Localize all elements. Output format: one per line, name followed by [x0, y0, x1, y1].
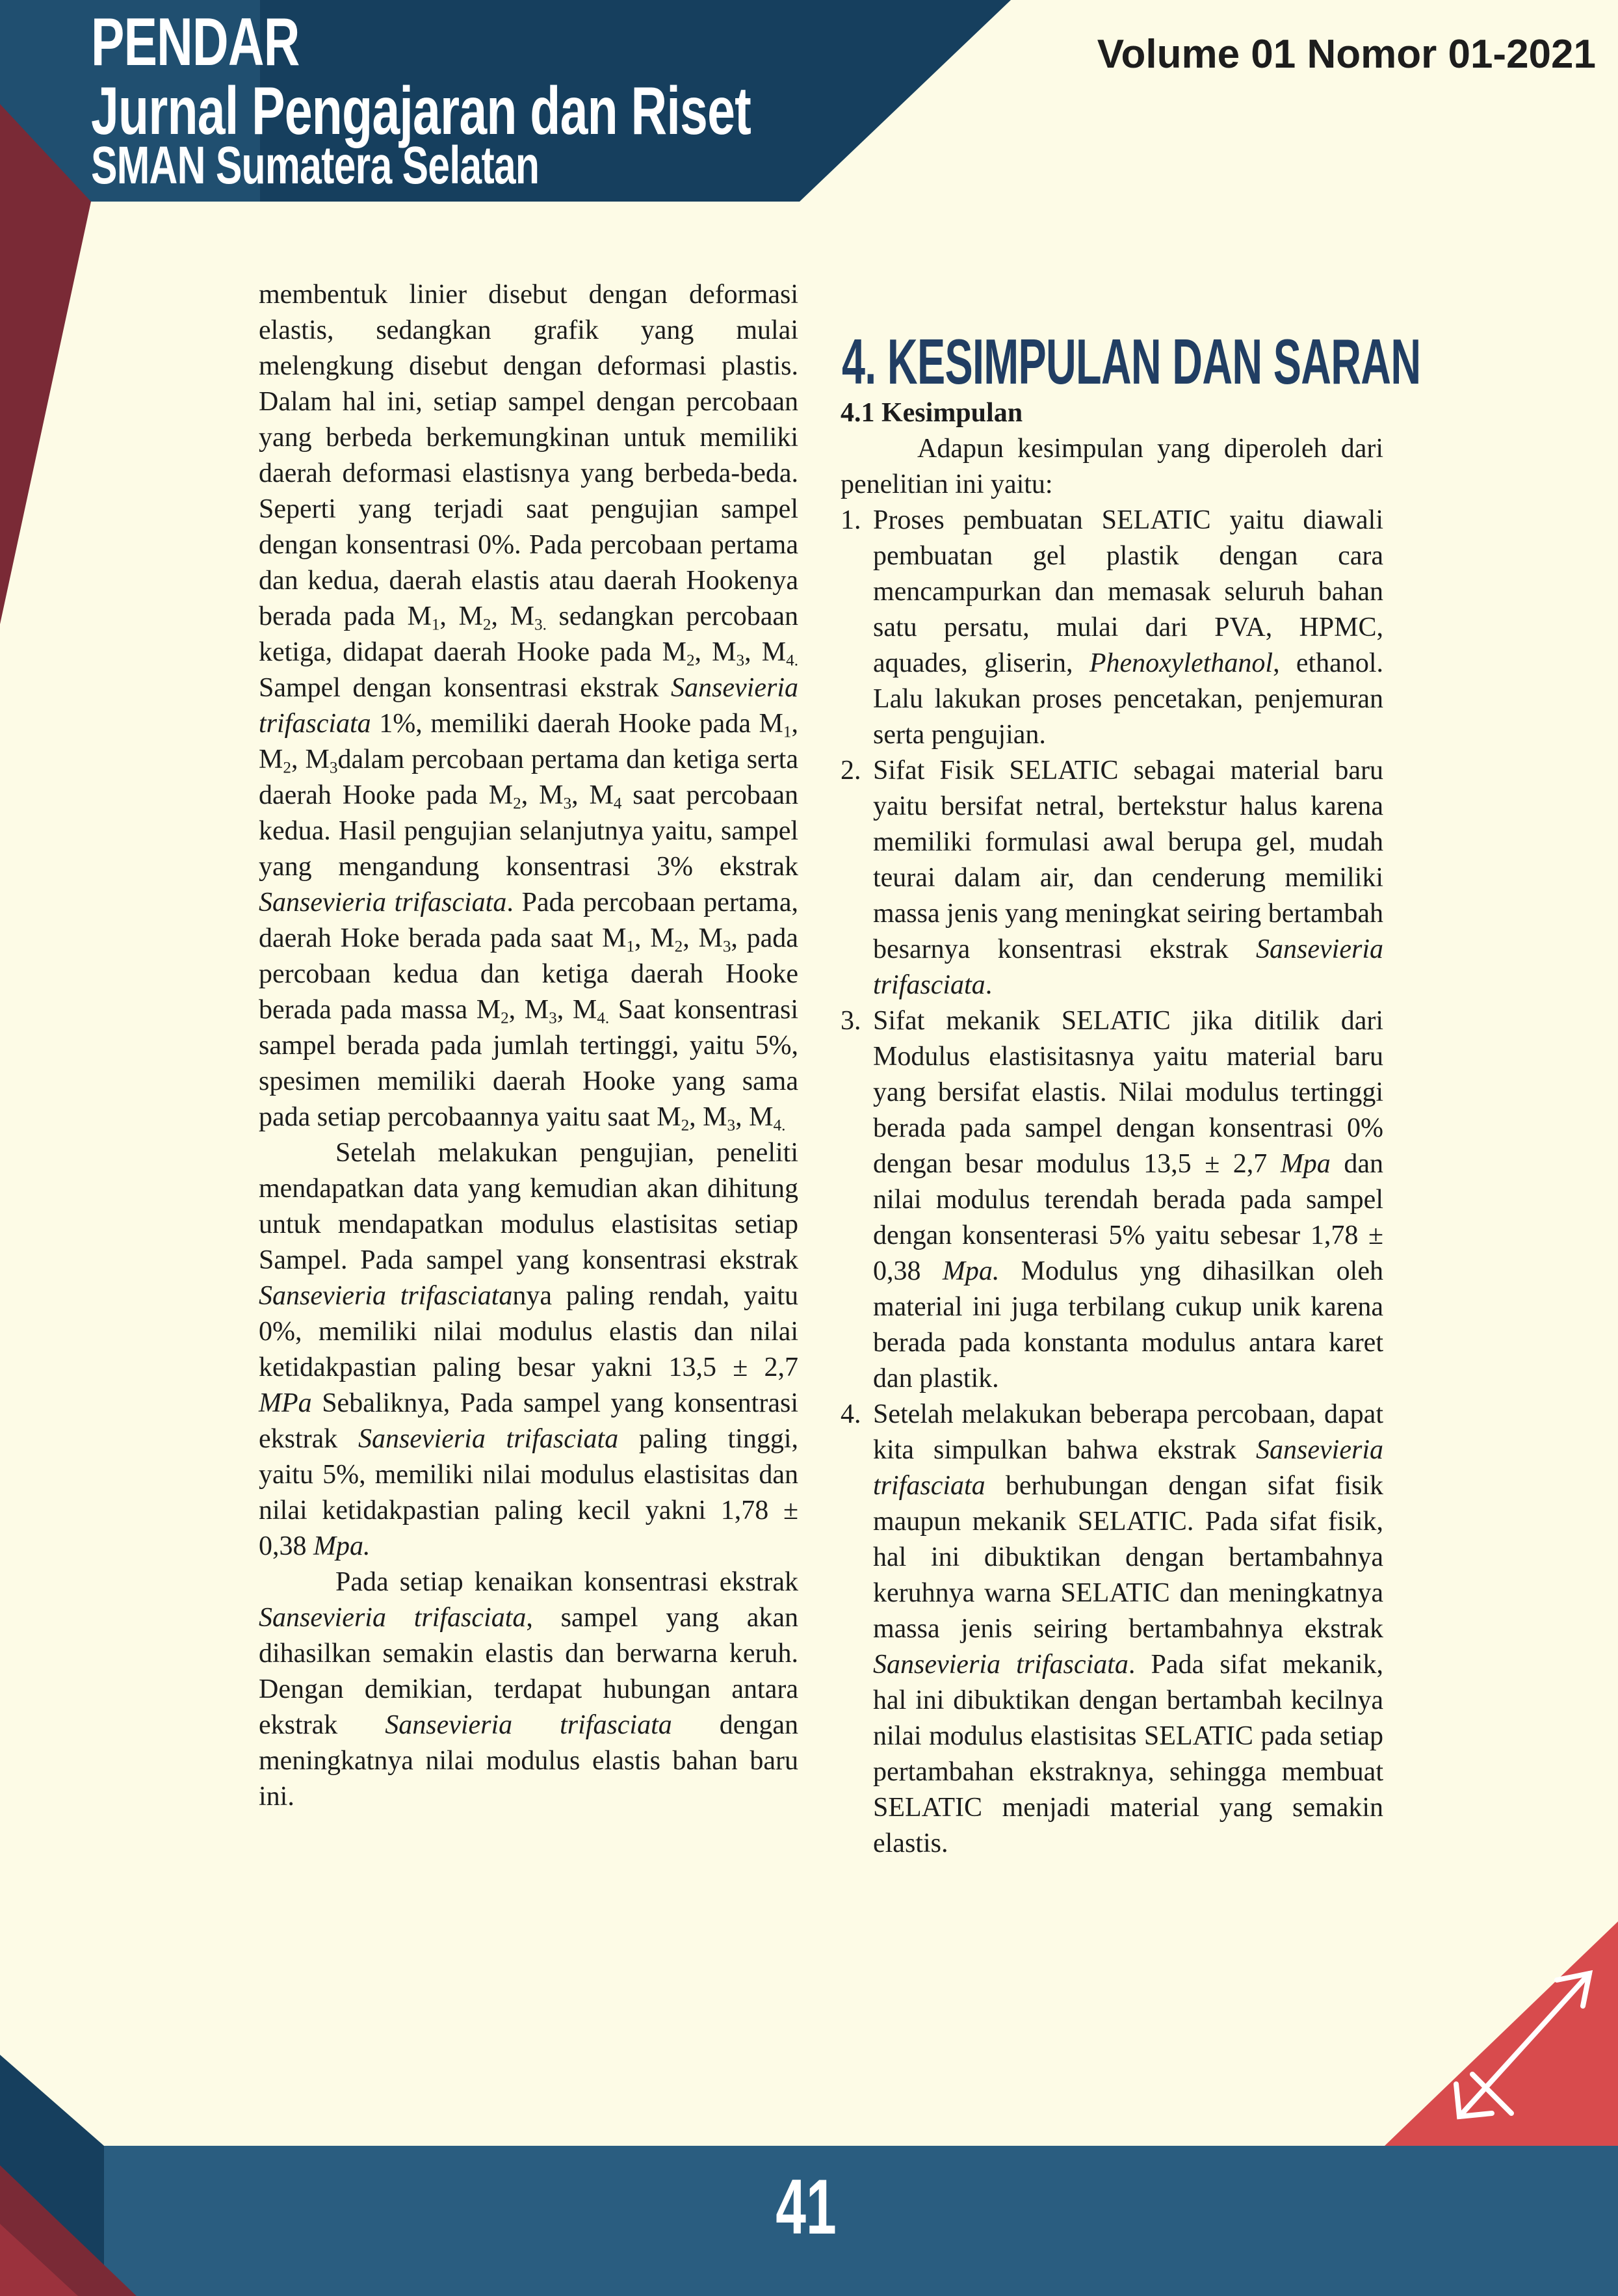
- journal-short-title: PENDAR: [91, 5, 300, 80]
- item-number: 4.: [841, 1399, 861, 1429]
- conclusion-item-1: [841, 503, 1383, 753]
- volume-label: Volume 01 Nomor 01-2021: [1097, 32, 1596, 77]
- page-number: 41: [776, 2163, 837, 2250]
- item-text: Proses pembuatan SELATIC yaitu diawali pembuatan gel plastik dengan cara mencampurkan dan memasak seluruh bahan satu persatu, mulai dari PVA, HPMC, aquades, gliserin, Phenoxylethanol, ethanol. Lalu lakukan proses pencetakan, penjemuran serta pengujian.: [873, 505, 1383, 750]
- left-paragraph-1: membentuk linier disebut dengan deformasi elastis, sedangkan grafik yang mulai melengkung disebut dengan deformasi plastis. Dalam hal ini, setiap sampel dengan percobaan yang berbeda berkemungkinan untuk memiliki daerah deformasi elastisnya yang berbeda-beda. Seperti yang terjadi saat pengujian sampel dengan konsentrasi 0%. Pada percobaan pertama dan kedua, daerah elastis atau daerah Hookenya berada pada $M_1$, $M_2$, $M_{3.}$ sedangkan percobaan ketiga, didapat daerah Hooke pada $M_2$, $M_3$, $M_{4.}$ Sampel dengan konsentrasi ekstrak Sansevieria trifasciata 1%, memiliki daerah Hooke pada $M_1$, $M_2$, $M_3dalam$ percobaan pertama dan ketiga serta daerah Hooke pada $M_2$, $M_3$, $M_4$ saat percobaan kedua. Hasil pengujian selanjutnya yaitu, sampel yang mengandung konsentrasi 3% ekstrak Sansevieria trifasciata. Pada percobaan pertama, daerah Hoke berada pada saat $M_1$, $M_2$, $M_3$, pada percobaan kedua dan ketiga daerah Hooke berada pada massa $M_2$, $M_3$, $M_{4.}$ Saat konsentrasi sampel berada pada jumlah tertinggi, yaitu 5%, spesimen memiliki daerah Hooke yang sama pada setiap percobaannya yaitu saat $M_2$, $M_3$, $M_{4.}$: [259, 280, 798, 1135]
- left-column: [259, 277, 798, 1815]
- item-text: Setelah melakukan beberapa percobaan, dapat kita simpulkan bahwa ekstrak Sansevieria trifasciata berhubungan dengan sifat fisik maupun mekanik SELATIC. Pada sifat fisik, hal ini dibuktikan dengan bertambahnya keruhnya warna SELATIC dan meningkatnya massa jenis seiring bertambahnya ekstrak Sansevieria trifasciata. Pada sifat mekanik, hal ini dibuktikan dengan bertambah kecilnya nilai modulus elastisitas SELATIC pada setiap pertambahan ekstraknya, sehingga membuat SELATIC menjadi material yang semakin elastis.: [873, 1399, 1383, 1858]
- school-name: SMAN Sumatera Selatan: [91, 136, 540, 195]
- left-paragraph-3: Pada setiap kenaikan konsentrasi ekstrak Sansevieria trifasciata, sampel yang akan dihasilkan semakin elastis dan berwarna keruh. Dengan demikian, terdapat hubungan antara ekstrak Sansevieria trifasciata dengan meningkatnya nilai modulus elastis bahan baru ini.: [259, 1567, 798, 1812]
- item-number: 1.: [841, 505, 861, 535]
- item-text: Sifat Fisik SELATIC sebagai material baru yaitu bersifat netral, bertekstur halus karena memiliki formulasi awal berupa gel, mudah teurai dalam air, dan cenderung memiliki massa jenis yang meningkat seiring bertambah besarnya konsentrasi ekstrak Sansevieria trifasciata.: [873, 756, 1383, 1000]
- right-column: [841, 395, 1383, 1862]
- item-number: 2.: [841, 756, 861, 785]
- section-title: 4. KESIMPULAN DAN SARAN: [842, 326, 1421, 397]
- item-number: 3.: [841, 1006, 861, 1036]
- conclusion-item-2: [841, 753, 1383, 1003]
- conclusion-intro: Adapun kesimpulan yang diperoleh dari penelitian ini yaitu:: [841, 434, 1383, 499]
- conclusion-item-4: [841, 1397, 1383, 1862]
- subsection-title: 4.1 Kesimpulan: [841, 398, 1023, 428]
- conclusion-item-3: [841, 1003, 1383, 1397]
- journal-name: Jurnal Pengajaran dan Riset: [91, 73, 751, 149]
- item-text: Sifat mekanik SELATIC jika ditilik dari Modulus elastisitasnya yaitu material baru yang bersifat elastis. Nilai modulus tertinggi berada pada sampel dengan konsentrasi 0% dengan besar modulus 13,5 ± 2,7 Mpa dan nilai modulus terendah berada pada sampel dengan konsenterasi 5% yaitu sebesar 1,78 ± 0,38 Mpa. Modulus yng dihasilkan oleh material ini juga terbilang cukup unik karena berada pada konstanta modulus antara karet dan plastik.: [873, 1006, 1383, 1393]
- right-red-triangle: [1385, 1921, 1618, 2146]
- left-paragraph-2: Setelah melakukan pengujian, peneliti mendapatkan data yang kemudian akan dihitung untuk mendapatkan modulus elastisitas setiap Sampel. Pada sampel yang konsentrasi ekstrak Sansevieria trifasciatanya paling rendah, yaitu 0%, memiliki nilai modulus elastis dan nilai ketidakpastian paling besar yakni 13,5 ± 2,7 MPa Sebaliknya, Pada sampel yang konsentrasi ekstrak Sansevieria trifasciata paling tinggi, yaitu 5%, memiliki nilai modulus elastisitas dan nilai ketidakpastian paling kecil yakni 1,78 ± 0,38 Mpa.: [259, 1138, 798, 1561]
